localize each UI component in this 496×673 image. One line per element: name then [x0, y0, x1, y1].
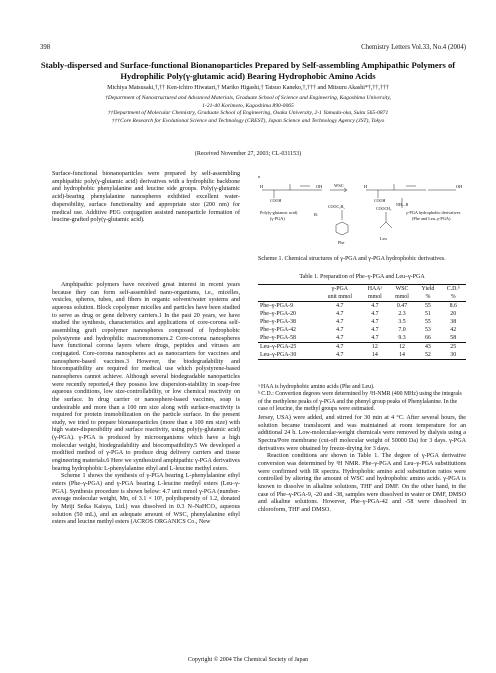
table-cell: 58	[450, 335, 457, 341]
table-note: ᵇ C.D.: Convertion degrees were determined by ¹H-NMR (400 MHz) using the integrals of the methylene peaks of γ-PGA and the phenyl group peaks of Phenylalanine. In the case of leucine, the methyl groups were estimated.	[258, 391, 462, 413]
table-unit: mmol	[389, 293, 416, 302]
table-cell: 9.3	[398, 335, 406, 341]
copyright-footer: Copyright © 2004 The Chemical Society of Japan	[187, 657, 309, 663]
phe-label: Phe	[338, 240, 345, 245]
table-unit: %	[441, 293, 467, 302]
table-cell: 4.7	[371, 335, 379, 341]
table-row	[258, 302, 466, 311]
table-cell: 3.5	[398, 319, 406, 325]
table-cell: 51	[424, 311, 431, 317]
table-cell: Phe–γ-PGA-9	[260, 303, 294, 309]
table-cell: 52	[415, 351, 440, 360]
table-cell: 0.47	[396, 303, 408, 309]
svg-text:H: H	[260, 184, 264, 189]
reagent-label: WSC	[334, 183, 344, 188]
affiliations	[20, 95, 476, 125]
table-cell: Leu–γ-PGA-30	[258, 351, 319, 360]
article-title: Stably-dispersed and Surface-functional Bionanoparticles Prepared by Self-assembling Amphipathic Polymers of Hydrophilic Poly(γ-glutamic acid) Bearing Hydrophobic Amino Acids	[40, 60, 456, 81]
table-header	[258, 285, 319, 294]
table-header: γ-PGA	[319, 285, 362, 294]
svg-text:OH: OH	[456, 184, 463, 189]
table-cell: 12	[361, 343, 389, 352]
table-cell: 53	[424, 327, 431, 333]
table-cell: 4.7	[336, 335, 344, 341]
table-cell: 42	[450, 327, 457, 333]
table-unit: unit mmol	[319, 293, 362, 302]
scheme-1-structures	[256, 170, 468, 252]
scheme-left-label: (γ-PGA)	[270, 216, 285, 221]
left-column-body	[52, 282, 240, 527]
paragraph: Scheme 1 shows the synthesis of γ-PGA bearing L-phenylalanine ethyl esters (Phe–γ-PGA) and γ-PGA bearing L-leucine methyl esters (Leu–γ-PGA). Synthesis procedure is shown below: 4.7 unit mmol γ-PGA (number-average molecular weight, Mn, of 3.1 × 10⁵, polydispersity of 1.2, donated by Meiji Seika Kaisya, Ltd.) was dissolved in 0.3 N–NaHCO₃ aqueous solution (50 mL), and an adequate amount of WSC, phenylalanine ethyl esters and leucine methyl esters (ACROS ORGANICS Co., New	[52, 473, 240, 526]
table-cell: Phe–γ-PGA-20	[260, 311, 296, 317]
svg-text:COOCH₃: COOCH₃	[376, 206, 392, 211]
table-cell: Phe–γ-PGA-38	[260, 319, 296, 325]
table-header-row	[258, 285, 466, 294]
table-cell: Phe–γ-PGA-42	[260, 327, 296, 333]
table-caption: Table 1. Preparation of Phe–γ-PGA and Leu–γ-PGA	[299, 274, 425, 280]
svg-text:COOH: COOH	[270, 198, 282, 203]
table-cell: 4.7	[336, 303, 344, 309]
affiliation-line: †††Core Research for Evolutional Science and Technology (CREST), Japan Science and Technology Agency (JST), Tokyo	[111, 117, 385, 124]
abstract: Surface-functional bionanoparticles were prepared by self-assembling amphipathic poly(γ-glutamic acid) derivatives with a hydrophilic backbone and hydrophobic phenylalanine and leucine side groups. Poly(γ-glutamic acid)-bearing phenylalanine nanospheres exhibited excellent water-dispersibility, surface functionality and appropriate size (200 nm) for medical use. Additive PEG conjugation assisted nanoparticle formation of leucine-grafted poly(γ-glutamic acid).	[52, 171, 240, 224]
table-header: C.D.ᵇ	[441, 285, 467, 294]
table-row	[258, 343, 466, 352]
table-row	[258, 334, 466, 343]
table-cell: 12	[389, 343, 416, 352]
svg-text:NH—R: NH—R	[396, 202, 409, 207]
table-cell: 38	[450, 319, 457, 325]
table-cell: 55	[424, 303, 431, 309]
r-label: R:	[314, 212, 319, 217]
paragraph: Reaction conditions are shown in Table 1. The degree of γ-PGA derivative conversion was determined by ¹H NMR. Phe–γ-PGA and Leu–γ-PGA substitutions were confirmed with IR spectra. Hydrophobic amino acid substitution ratios were controlled by altering the amount of WSC and hydrophobic amino acids. γ-PGA is known to dissolve in alkaline solutions, THF and DMF. On the other hand, in the case of Phe–γ-PGA-9, -20 and -38, samples were dissolved in water or DMF, DMSO and alkaline solutions. However, Phe–γ-PGA-42 and -58 were dissolved in chloroform, THF and DMSO.	[258, 453, 466, 513]
table-unit: mmol	[361, 293, 389, 302]
journal-header: Chemistry Letters Vol.33, No.4 (2004)	[361, 44, 466, 51]
svg-text:H: H	[364, 184, 368, 189]
table-cell: 30	[441, 351, 467, 360]
table-units-row	[258, 293, 466, 302]
scheme-caption: Scheme 1. Chemical structures of γ-PGA and γ-PGA hydrophobic derivatives.	[258, 256, 446, 262]
scheme-left-label: Poly(γ-glutamic acid)	[260, 210, 298, 215]
affiliation-line: 1-21-40 Korimoto, Kagoshima 890-0065	[202, 102, 294, 109]
table-cell: 4.7	[319, 351, 362, 360]
affiliation-line: †Department of Nanostructured and Advanced Materials, Graduate School of Science and Engineering, Kagoshima University,	[105, 95, 391, 101]
table-cell: 14	[361, 351, 389, 360]
table-cell: 4.7	[319, 343, 362, 352]
table-row	[258, 351, 466, 360]
table-cell: 25	[441, 343, 467, 352]
received-date: (Received November 27, 2003; CL-031153)	[194, 151, 302, 157]
svg-text:OH: OH	[316, 184, 323, 189]
table-header: HAAᵃ	[361, 285, 389, 294]
table-cell: 20	[450, 311, 457, 317]
table-cell: 4.7	[371, 303, 379, 309]
table-notes	[258, 384, 466, 414]
svg-text:COOH: COOH	[374, 198, 386, 203]
table-cell: 66	[424, 335, 431, 341]
table-unit: %	[415, 293, 440, 302]
preparation-table	[258, 284, 466, 360]
scheme-right-label: (Phe and Leu–γ-PGA)	[412, 216, 451, 221]
svg-text:COOC₂H₅: COOC₂H₅	[328, 204, 345, 209]
table-cell: 4.7	[336, 311, 344, 317]
table-cell: 4.7	[371, 319, 379, 325]
author-list: Michiya Matsusaki,†,†† Ken-ichiro Hiwatari,† Mariko Higashi,† Tatsuo Kaneko,†,††† and Mitsuru Akashi*†,††,†††	[107, 85, 389, 91]
scheme-right-label: γ-PGA hydrophobic derivatives	[406, 210, 461, 215]
right-column-body	[258, 415, 466, 515]
table-cell: 4.7	[371, 311, 379, 317]
table-cell: Phe–γ-PGA-58	[260, 335, 296, 341]
table-note: ᵃ HAA is hydrophobic amino acids (Phe and Leu).	[258, 384, 375, 390]
table-cell: 4.7	[336, 319, 344, 325]
table-row	[258, 326, 466, 334]
table-cell: 4.7	[336, 327, 344, 333]
table-unit	[258, 293, 319, 302]
table-cell: 2.3	[398, 311, 406, 317]
table-row	[258, 310, 466, 318]
paragraph: Jersey, USA) were added, and stirred for 30 min at 4 °C. After several hours, the solution became translucent and was maintained at room temperature for an additional 24 h. Low-molecular-weight chemicals were removed by dialysis using a Spectra/Pore membrane (cut-off molecular weight of 50000 Da) for 3 days. γ-PGA derivatives were obtained by freeze-drying for 3 days.	[258, 415, 466, 452]
table-header: WSC	[389, 285, 416, 294]
svg-text:n: n	[258, 174, 260, 179]
table-cell: 14	[389, 351, 416, 360]
table-cell: 43	[415, 343, 440, 352]
table-cell: Leu–γ-PGA-25	[258, 343, 319, 352]
table-cell: 8.6	[449, 303, 457, 309]
paragraph: Amphipathic polymers have received great interest in recent years because they can form self-assembled nano-organisms, i.e., micelles, vesicles, spheres, tubes, and fibers in organic solvent/water systems and aqueous solution. Block copolymer micelles and particles have been studied to serve as drug or gene delivery carriers.1 In the past 20 years, we have studied the synthesis, characteristics and applications of core-corona self-assembling graft copolymer nanospheres composed of hydrophobic polystyrene and hydrophilic macromonomers.2 Core-corona nanospheres have functional corona layers where drugs, peptides and viruses are conjugated. Core-corona nanospheres act as nanocarriers for vaccines and nanosphere-based vaccines.3 However, the biodegradability and biocompatibility are required for medical use which polystyrene-based nanospheres cannot achieve. Although several biodegradable nanoparticles were recently reported,4 they possess low dispersion-stability in soap-free aqueous conditions, low size-controllability, or low chemical reactivity on the surface. In drug carrier or nanosphere-based vaccines, soap is undesirable and more than a 100 nm size along with surface-reactivity is required for protein immobilization on the particle surface. In the present study, we tried to prepare bionanoparticles (more than a 100 nm size) with high water-dispersibility and surface reactivity, using poly(γ-glutamic acid) (γ-PGA). γ-PGA is produced by microorganisms which have a high molecular weight, biodegradability and biocompatibility.5 We developed a modified method of γ-PGA to produce drug delivery carriers and tissue engineering materials.6 Here we synthesized amphipathic γ-PGA derivatives bearing hydrophobic L-phenylalanine ethyl and L-leucine methyl esters.	[52, 282, 240, 472]
table-cell: 4.7	[371, 327, 379, 333]
table-cell: 7.0	[398, 327, 406, 333]
affiliation-line: ††Department of Molecular Chemistry, Graduate School of Engineering, Osaka University, 2-1 Yamada-oka, Suita 565-0871	[107, 110, 389, 117]
leu-label: Leu	[380, 236, 387, 241]
page-number: 398	[40, 44, 51, 51]
table-header: Yield	[415, 285, 440, 294]
table-cell: 55	[424, 319, 431, 325]
table-row	[258, 318, 466, 326]
